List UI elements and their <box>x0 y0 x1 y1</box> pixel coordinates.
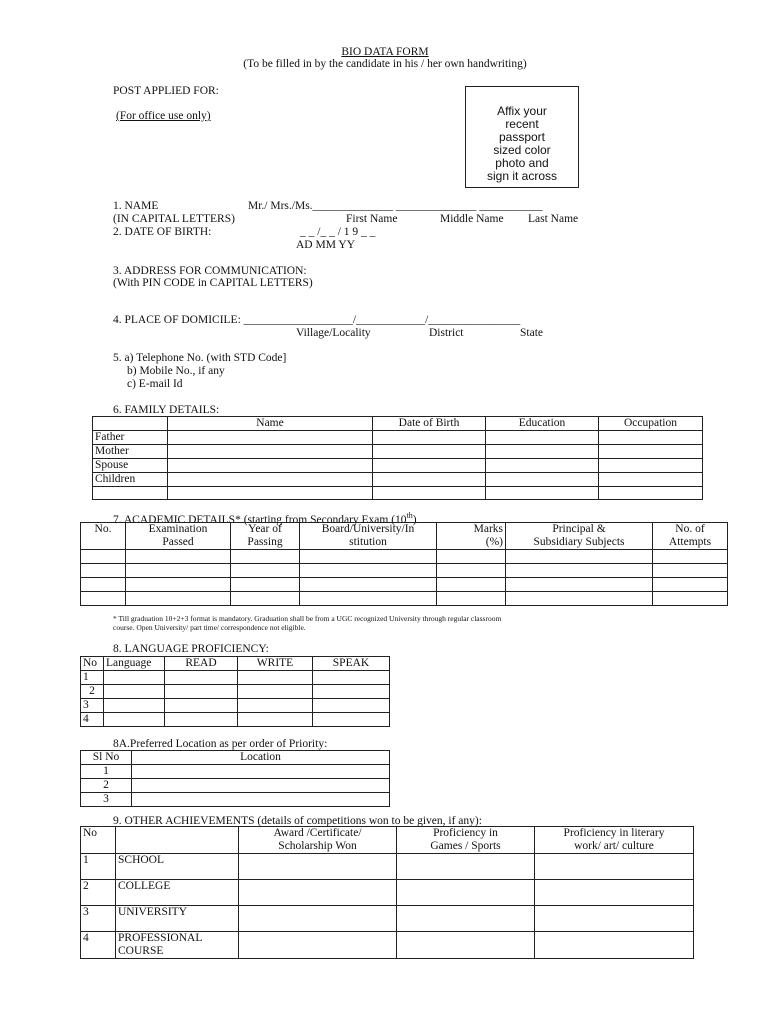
language-row-no: 3 <box>81 699 104 713</box>
state-label: State <box>520 327 543 339</box>
achievements-header-no: No <box>81 827 116 854</box>
language-header-speak: SPEAK <box>313 657 390 671</box>
academic-heading-text: 7. ACADEMIC DETAILS* (starting from Secondary Exam (10 <box>113 513 407 526</box>
dob-field[interactable]: _ _ /_ _ / 1 9 _ _ <box>300 226 376 238</box>
achievements-row[interactable] <box>81 906 694 932</box>
family-relation: Father <box>93 431 168 445</box>
achievements-row-no: 4 <box>81 932 116 959</box>
achievements-header-games: Proficiency in Games / Sports <box>397 827 535 854</box>
location-heading: 8A.Preferred Location as per order of Priority: <box>113 738 328 750</box>
mobile-label: b) Mobile No., if any <box>127 365 225 377</box>
photo-line-3: passport <box>498 130 546 144</box>
academic-header-no: No. <box>81 523 126 550</box>
dob-units: AD MM YY <box>296 239 355 251</box>
family-header-row <box>93 417 703 431</box>
language-header-write: WRITE <box>238 657 313 671</box>
photo-line-4: sized color <box>493 143 551 157</box>
achievements-header-level <box>116 827 239 854</box>
first-name-label: First Name <box>346 213 398 225</box>
language-header-no: No <box>81 657 104 671</box>
achievements-header-award: Award /Certificate/ Scholarship Won <box>239 827 397 854</box>
location-row[interactable] <box>81 779 390 793</box>
domicile-label[interactable]: 4. PLACE OF DOMICILE: ___________________/____________/________________ <box>113 314 521 326</box>
family-relation: Children <box>93 473 168 487</box>
achievements-row[interactable] <box>81 932 694 959</box>
location-row-no: 3 <box>81 793 132 807</box>
location-header-slno: Sl No <box>81 751 132 765</box>
academic-header-marks: Marks (%) <box>437 523 506 550</box>
photo-line-2: recent <box>505 117 539 131</box>
family-heading: 6. FAMILY DETAILS: <box>113 404 220 416</box>
middle-name-label: Middle Name <box>440 213 504 225</box>
academic-header-row <box>81 523 728 550</box>
village-label: Village/Locality <box>296 327 371 339</box>
location-row-no: 2 <box>81 779 132 793</box>
achievements-table <box>80 826 694 959</box>
last-name-label: Last Name <box>528 213 579 225</box>
email-label: c) E-mail Id <box>127 378 183 390</box>
language-header-language: Language <box>104 657 165 671</box>
language-row[interactable] <box>81 713 390 727</box>
family-row[interactable] <box>93 431 703 445</box>
achievements-heading: 9. OTHER ACHIEVEMENTS (details of competitions won to be given, if any): <box>113 815 482 827</box>
achievements-row[interactable] <box>81 854 694 880</box>
family-row[interactable] <box>93 473 703 487</box>
language-row-no: 2 <box>81 685 104 699</box>
academic-footnote-2: course. Open University/ part time/ correspondence not eligible. <box>113 623 306 632</box>
location-header-location: Location <box>132 751 390 765</box>
academic-row[interactable] <box>81 550 728 564</box>
family-header-occupation: Occupation <box>599 417 703 431</box>
family-relation: Mother <box>93 445 168 459</box>
academic-header-subjects: Principal & Subsidiary Subjects <box>506 523 653 550</box>
location-row-no: 1 <box>81 765 132 779</box>
language-heading: 8. LANGUAGE PROFICIENCY: <box>113 643 269 655</box>
family-table <box>92 416 703 500</box>
form-title: BIO DATA FORM <box>341 46 429 58</box>
family-row[interactable] <box>93 445 703 459</box>
language-header-read: READ <box>165 657 238 671</box>
achievements-row-no: 3 <box>81 906 116 932</box>
achievements-row-level: COLLEGE <box>116 880 239 906</box>
address-label: 3. ADDRESS FOR COMMUNICATION: <box>113 265 307 277</box>
family-relation <box>93 487 168 500</box>
location-row[interactable] <box>81 793 390 807</box>
language-row[interactable] <box>81 699 390 713</box>
district-label: District <box>429 327 464 339</box>
academic-header-year: Year of Passing <box>231 523 300 550</box>
photo-line-1: Affix your <box>497 104 547 118</box>
telephone-label: 5. a) Telephone No. (with STD Code] <box>113 352 287 364</box>
location-table <box>80 750 390 807</box>
language-header-row <box>81 657 390 671</box>
academic-header-board: Board/University/In stitution <box>300 523 437 550</box>
family-row[interactable] <box>93 459 703 473</box>
academic-row[interactable] <box>81 578 728 592</box>
academic-row[interactable] <box>81 564 728 578</box>
language-row[interactable] <box>81 671 390 685</box>
language-table <box>80 656 390 727</box>
location-row[interactable] <box>81 765 390 779</box>
achievements-row-no: 2 <box>81 880 116 906</box>
achievements-header-literary: Proficiency in literary work/ art/ culture <box>535 827 694 854</box>
family-header-dob: Date of Birth <box>373 417 486 431</box>
name-field[interactable]: Mr./ Mrs./Ms.______________ ______________ ___________ <box>248 200 543 212</box>
language-row[interactable] <box>81 685 390 699</box>
family-relation: Spouse <box>93 459 168 473</box>
achievements-header-row <box>81 827 694 854</box>
achievements-row-level: PROFESSIONAL COURSE <box>116 932 239 959</box>
academic-table <box>80 522 728 606</box>
post-applied-label: POST APPLIED FOR: <box>113 85 219 97</box>
academic-header-attempts: No. of Attempts <box>653 523 728 550</box>
achievements-row-level: SCHOOL <box>116 854 239 880</box>
achievements-row-level: UNIVERSITY <box>116 906 239 932</box>
location-header-row <box>81 751 390 765</box>
academic-row[interactable] <box>81 592 728 606</box>
name-caps-label: (IN CAPITAL LETTERS) <box>113 213 235 225</box>
family-header-name: Name <box>168 417 373 431</box>
name-label: 1. NAME <box>113 200 159 212</box>
academic-footnote-1: * Till graduation 10+2+3 format is mandatory. Graduation shall be from a UGC recognized University through regular classroom <box>113 614 502 623</box>
photo-line-6: sign it across <box>486 169 558 183</box>
photo-box[interactable] <box>465 86 579 188</box>
form-subtitle: (To be filled in by the candidate in his / her own handwriting) <box>243 58 527 70</box>
achievements-row[interactable] <box>81 880 694 906</box>
address-note: (With PIN CODE in CAPITAL LETTERS) <box>113 277 313 289</box>
academic-heading-end: ) <box>412 513 417 526</box>
family-row[interactable] <box>93 487 703 500</box>
academic-heading-sup: th <box>406 511 413 520</box>
language-row-no: 1 <box>81 671 104 685</box>
family-header-blank <box>93 417 168 431</box>
dob-label: 2. DATE OF BIRTH: <box>113 226 212 238</box>
family-header-education: Education <box>486 417 599 431</box>
photo-line-5: photo and <box>495 156 549 170</box>
office-use-label: (For office use only) <box>116 110 211 122</box>
language-row-no: 4 <box>81 713 104 727</box>
academic-header-exam: Examination Passed <box>126 523 231 550</box>
achievements-row-no: 1 <box>81 854 116 880</box>
